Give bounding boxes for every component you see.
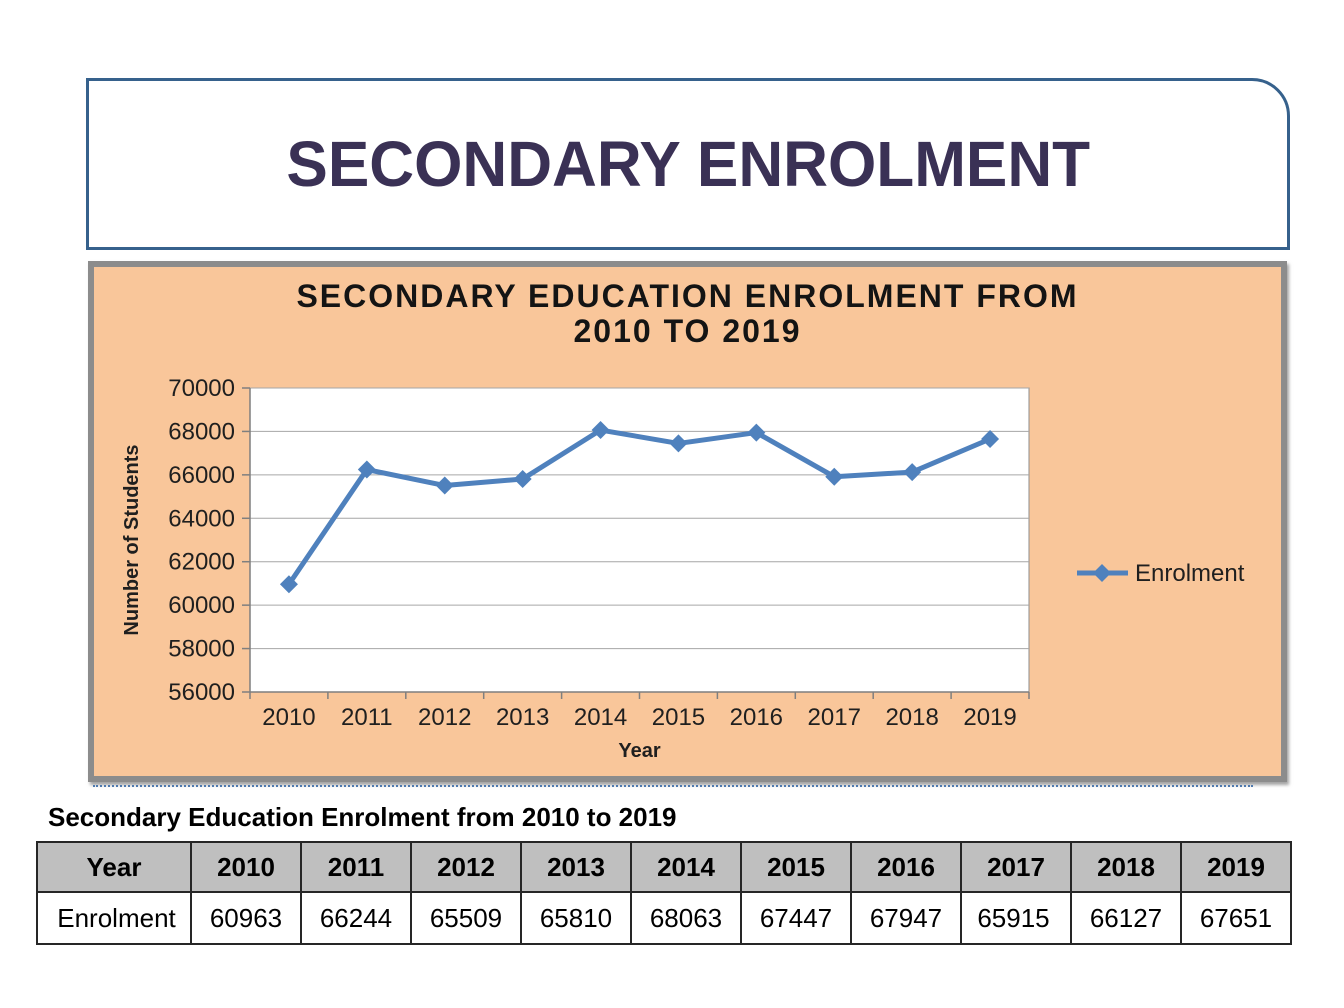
chart-title-line-1: SECONDARY EDUCATION ENROLMENT FROM bbox=[296, 278, 1079, 314]
y-tick-label: 70000 bbox=[168, 375, 235, 402]
table-header-cell: 2015 bbox=[741, 842, 851, 892]
table-header-cell: 2013 bbox=[521, 842, 631, 892]
y-tick-label: 68000 bbox=[168, 418, 235, 446]
table-header-row bbox=[37, 842, 1291, 892]
y-tick-label: 56000 bbox=[168, 679, 235, 706]
dotted-divider bbox=[93, 785, 1253, 787]
table-cell: 68063 bbox=[631, 892, 741, 944]
table-header-cell: 2010 bbox=[191, 842, 301, 892]
y-tick-label: 62000 bbox=[168, 548, 235, 576]
table-cell: 66127 bbox=[1071, 892, 1181, 944]
table-cell: 65810 bbox=[521, 892, 631, 944]
x-axis-title: Year bbox=[618, 740, 661, 762]
table-header-cell: 2016 bbox=[851, 842, 961, 892]
table-header-cell: 2012 bbox=[411, 842, 521, 892]
x-tick-label: 2019 bbox=[963, 704, 1017, 731]
x-tick-label: 2018 bbox=[885, 704, 939, 731]
plot-area bbox=[250, 388, 1029, 692]
table-caption: Secondary Education Enrolment from 2010 to 2019 bbox=[48, 802, 677, 832]
table-cell: 67651 bbox=[1181, 892, 1291, 944]
table-header-cell: 2018 bbox=[1071, 842, 1181, 892]
chart-panel bbox=[88, 261, 1287, 782]
x-tick-label: 2010 bbox=[262, 704, 316, 731]
x-tick-label: 2015 bbox=[651, 704, 706, 731]
table-cell: 67447 bbox=[741, 892, 851, 944]
slide-title-box bbox=[86, 78, 1290, 250]
x-tick-label: 2016 bbox=[729, 704, 784, 731]
chart-title-line-2: 2010 TO 2019 bbox=[573, 313, 802, 350]
x-tick-label: 2014 bbox=[573, 704, 628, 731]
table-cell: 66244 bbox=[301, 892, 411, 944]
slide-title: SECONDARY ENROLMENT bbox=[286, 128, 1090, 200]
x-tick-label: 2013 bbox=[495, 704, 550, 731]
table-cell: 67947 bbox=[851, 892, 961, 944]
table-cell: 65915 bbox=[961, 892, 1071, 944]
enrolment-table bbox=[36, 841, 1292, 945]
table-cell: 65509 bbox=[411, 892, 521, 944]
table-header-cell: 2017 bbox=[961, 842, 1071, 892]
table-header-cell: Year bbox=[37, 842, 191, 892]
table-header-cell: 2019 bbox=[1181, 842, 1291, 892]
legend-marker bbox=[1093, 564, 1111, 582]
legend-label: Enrolment bbox=[1135, 560, 1245, 587]
table-cell: 60963 bbox=[191, 892, 301, 944]
table-header-cell: 2014 bbox=[631, 842, 741, 892]
x-tick-label: 2017 bbox=[807, 704, 861, 731]
table-row-label: Enrolment bbox=[37, 892, 191, 944]
x-tick-label: 2011 bbox=[341, 704, 393, 731]
y-axis-title: Number of Students bbox=[121, 444, 143, 636]
y-tick-label: 60000 bbox=[168, 592, 235, 620]
table-header-cell: 2011 bbox=[301, 842, 411, 892]
y-tick-label: 64000 bbox=[168, 505, 235, 533]
y-tick-label: 58000 bbox=[168, 635, 235, 663]
y-tick-label: 66000 bbox=[168, 461, 235, 489]
chart-title bbox=[94, 279, 1281, 349]
x-tick-label: 2012 bbox=[418, 704, 472, 731]
table-data-row bbox=[37, 892, 1291, 944]
